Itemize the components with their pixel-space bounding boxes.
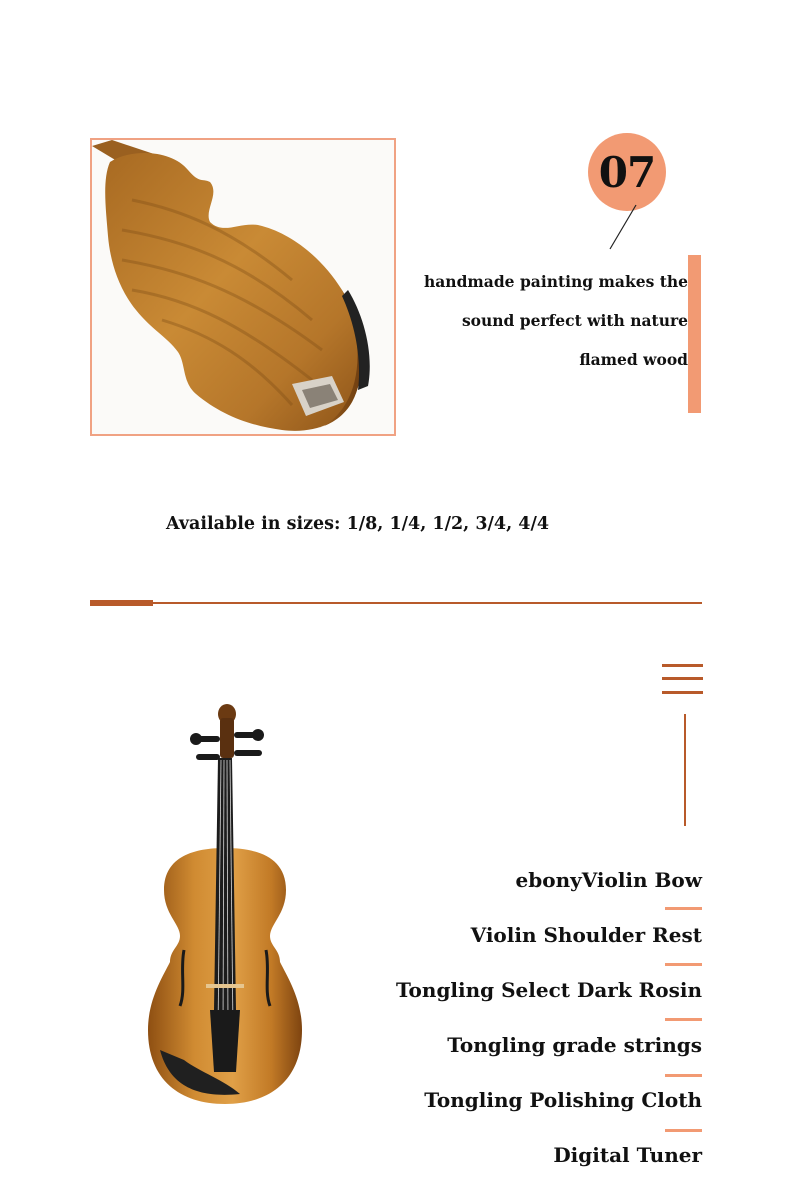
accessory-item: Tongling Select Dark Rosin [395, 978, 702, 1002]
violin-closeup-illustration [92, 140, 394, 434]
accessory-underline [665, 1074, 702, 1077]
section-divider [90, 602, 702, 604]
accessory-item: ebonyViolin Bow [515, 868, 702, 892]
violin-closeup-photo [90, 138, 396, 436]
accent-side-bar [688, 255, 701, 413]
accessory-underline [665, 1018, 702, 1021]
accessory-underline [665, 907, 702, 910]
available-sizes-text: Available in sizes: 1/8, 1/4, 1/2, 3/4, 4/4 [166, 514, 550, 534]
feature-line-3: flamed wood [579, 350, 688, 369]
feature-description [400, 262, 688, 379]
leader-line [606, 203, 640, 251]
vertical-rule [684, 714, 686, 826]
accessory-item: Tongling grade strings [447, 1033, 702, 1057]
accessory-underline [665, 963, 702, 966]
menu-icon [662, 664, 703, 694]
feature-line-1: handmade painting makes the [423, 272, 688, 291]
section-divider-accent [90, 600, 153, 606]
feature-line-2: sound perfect with nature [461, 311, 688, 330]
accessory-item: Digital Tuner [553, 1143, 702, 1167]
accessory-item: Tongling Polishing Cloth [424, 1088, 702, 1112]
feature-number-badge: 07 [588, 133, 666, 211]
accessory-item: Violin Shoulder Rest [470, 923, 702, 947]
accessory-underline [665, 1129, 702, 1132]
violin-photo [140, 700, 310, 1120]
